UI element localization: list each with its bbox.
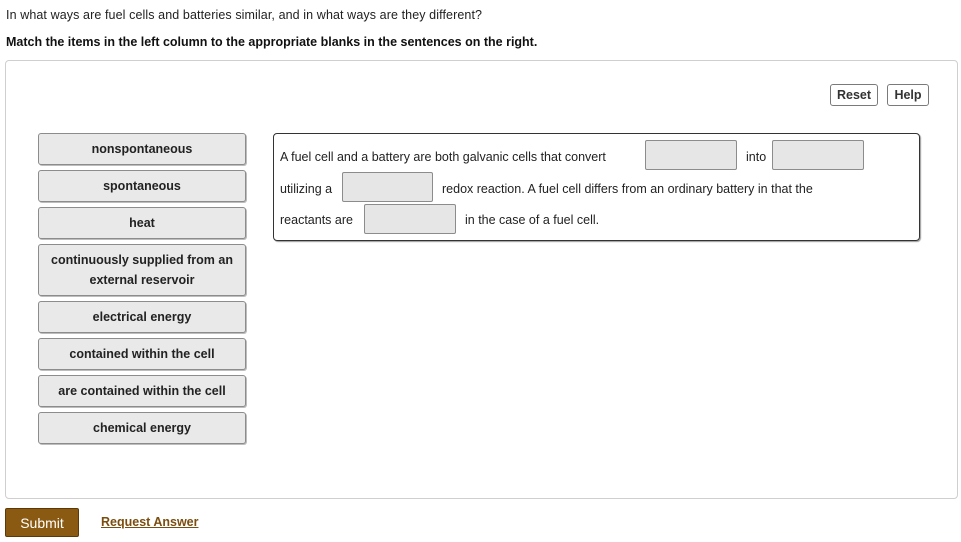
request-answer-link[interactable]: Request Answer <box>101 515 199 529</box>
reset-button[interactable]: Reset <box>830 84 878 106</box>
answer-items-column <box>38 133 248 449</box>
answer-item-electrical-energy[interactable]: electrical energy <box>38 301 246 333</box>
answer-item-chemical-energy[interactable]: chemical energy <box>38 412 246 444</box>
sentence-text-4: redox reaction. A fuel cell differs from an ordinary battery in that the <box>442 182 813 196</box>
sentence-text-2: into <box>746 150 767 164</box>
sentence-text-1: A fuel cell and a battery are both galvanic cells that convert <box>280 150 606 164</box>
sentence-box <box>273 133 920 241</box>
instruction-text: Match the items in the left column to the appropriate blanks in the sentences on the right. <box>6 35 538 49</box>
answer-item-nonspontaneous[interactable]: nonspontaneous <box>38 133 246 165</box>
blank-4[interactable] <box>364 204 456 234</box>
sentence-text-3: utilizing a <box>280 182 333 196</box>
answer-item-spontaneous[interactable]: spontaneous <box>38 170 246 202</box>
blank-3[interactable] <box>342 172 433 202</box>
sentence-text-6: in the case of a fuel cell. <box>465 213 600 227</box>
matching-panel <box>5 60 958 499</box>
answer-item-continuously-supplied[interactable]: continuously supplied from an external reservoir <box>38 244 246 296</box>
help-button[interactable]: Help <box>887 84 929 106</box>
answer-item-contained-within-cell[interactable]: contained within the cell <box>38 338 246 370</box>
blank-2[interactable] <box>772 140 864 170</box>
blank-1[interactable] <box>645 140 737 170</box>
question-text: In what ways are fuel cells and batteries similar, and in what ways are they different? <box>6 8 483 22</box>
submit-button[interactable]: Submit <box>5 508 79 537</box>
answer-item-heat[interactable]: heat <box>38 207 246 239</box>
sentence-text-5: reactants are <box>280 213 353 227</box>
answer-item-are-contained-within-cell[interactable]: are contained within the cell <box>38 375 246 407</box>
